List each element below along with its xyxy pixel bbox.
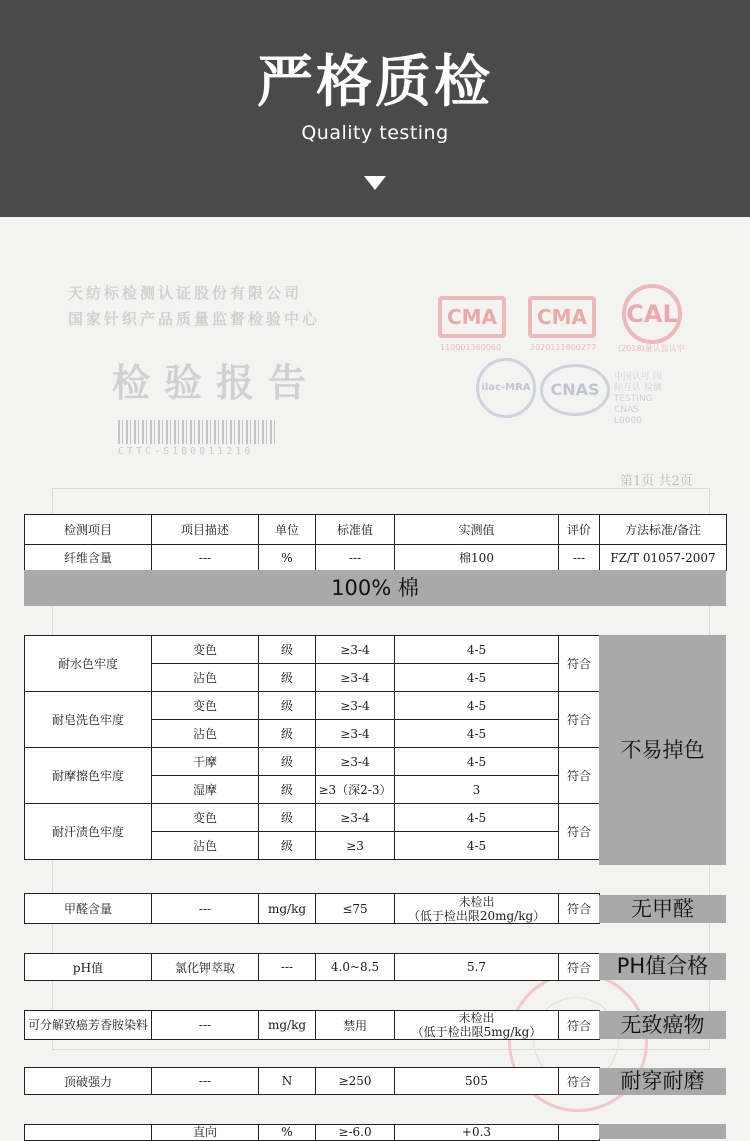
cell-eval: 符合 [559, 1011, 600, 1040]
cell-standard: ≥3-4 [316, 748, 395, 776]
amine-table [24, 1010, 600, 1040]
cell-standard: ≥250 [316, 1068, 395, 1095]
cell-eval: 符合 [559, 1068, 600, 1095]
table-row [25, 804, 600, 832]
cell-measured: 3 [395, 776, 559, 804]
barcode-icon [118, 420, 278, 444]
cell-measured [395, 894, 559, 924]
cell-unit: mg/kg [259, 894, 316, 924]
colorfastness-table [24, 635, 600, 860]
cell-eval: 符合 [559, 894, 600, 924]
cell-item: 耐皂洗色牢度 [25, 692, 152, 748]
amine-result-band: 无致癌物 [599, 1011, 726, 1039]
table-row [25, 1068, 600, 1095]
cell-eval: 符合 [559, 692, 600, 748]
shrinkage-table [24, 1124, 600, 1141]
formaldehyde-result-band: 无甲醛 [599, 895, 726, 923]
cell-standard: ≥3（深2-3） [316, 776, 395, 804]
cell-desc: 直向 [152, 1125, 259, 1141]
table-row [25, 1125, 600, 1141]
ph-table [24, 953, 600, 981]
cell-unit: 级 [259, 636, 316, 664]
table-row [25, 1011, 600, 1040]
cell-standard: ≥3-4 [316, 804, 395, 832]
header-table [24, 514, 727, 571]
cell-measured: 4-5 [395, 664, 559, 692]
cell-measured: 4-5 [395, 832, 559, 860]
table-row [25, 954, 600, 981]
cal-seal-icon: CAL [622, 284, 682, 344]
cell-unit: 级 [259, 692, 316, 720]
formaldehyde-table [24, 893, 600, 924]
cell-desc: 沾色 [152, 832, 259, 860]
report-org-name: 天纺标检测认证股份有限公司 [68, 284, 303, 302]
page-title: 严格质检 [257, 50, 493, 115]
cell-item: 耐汗渍色牢度 [25, 804, 152, 860]
cell-unit: --- [259, 954, 316, 981]
cell-standard: ≤75 [316, 894, 395, 924]
col-header-measured: 实测值 [395, 515, 559, 545]
cell-unit: 级 [259, 664, 316, 692]
cell-item: pH值 [25, 954, 152, 981]
colorfastness-result-band: 不易掉色 [599, 635, 726, 865]
cell-eval [559, 1125, 600, 1141]
cell-measured: +0.3 [395, 1125, 559, 1141]
cell-desc: 湿摩 [152, 776, 259, 804]
cell-unit: 级 [259, 748, 316, 776]
cell-unit: 级 [259, 804, 316, 832]
cell-standard: ≥3-4 [316, 692, 395, 720]
fiber-result-band: 100% 棉 [24, 570, 726, 606]
cell-unit: N [259, 1068, 316, 1095]
cell-item: 耐水色牢度 [25, 636, 152, 692]
cell-item: 可分解致癌芳香胺染料 [25, 1011, 152, 1040]
cell-desc: 变色 [152, 804, 259, 832]
cell-desc: 变色 [152, 692, 259, 720]
cell-desc: 氯化钾萃取 [152, 954, 259, 981]
cell-desc: 干摩 [152, 748, 259, 776]
cell-eval: --- [559, 545, 600, 571]
measured-line-1: 未检出 [458, 1011, 495, 1025]
cell-unit: mg/kg [259, 1011, 316, 1040]
table-row [25, 545, 727, 571]
ilac-mra-logo-icon: ilac-MRA [476, 358, 536, 418]
report-title: 检验报告 [112, 360, 321, 405]
cell-eval: 符合 [559, 804, 600, 860]
report-code: CTTC-S180011210 [118, 446, 254, 457]
col-header-desc: 项目描述 [152, 515, 259, 545]
cell-item: 甲醛含量 [25, 894, 152, 924]
cell-desc: --- [152, 1011, 259, 1040]
cell-measured: 4-5 [395, 720, 559, 748]
seal-caption: 2020111800277 [530, 343, 597, 352]
cell-eval: 符合 [559, 748, 600, 804]
cell-method: FZ/T 01057-2007 [600, 545, 727, 571]
header-banner [0, 0, 750, 217]
cell-measured: 5.7 [395, 954, 559, 981]
cnas-logo-icon: CNAS [540, 364, 610, 416]
ph-result-band: PH值合格 [599, 953, 726, 980]
cell-desc: --- [152, 894, 259, 924]
cell-standard: 禁用 [316, 1011, 395, 1040]
cell-standard: ≥3-4 [316, 636, 395, 664]
cell-measured: 棉100 [395, 545, 559, 571]
cell-desc: --- [152, 1068, 259, 1095]
measured-line-2: （低于检出限20mg/kg） [407, 908, 546, 923]
cell-unit: % [259, 545, 316, 571]
cell-measured: 4-5 [395, 748, 559, 776]
col-header-method: 方法标准/备注 [600, 515, 727, 545]
cell-standard: ≥3 [316, 832, 395, 860]
measured-line-2: （低于检出限5mg/kg） [411, 1025, 542, 1039]
cell-unit: 级 [259, 776, 316, 804]
down-arrow-icon [364, 176, 386, 190]
cell-standard: ≥3-4 [316, 664, 395, 692]
page-subtitle: Quality testing [301, 122, 449, 144]
cell-unit: 级 [259, 832, 316, 860]
cell-standard: 4.0~8.5 [316, 954, 395, 981]
table-row [25, 636, 600, 664]
cell-measured: 505 [395, 1068, 559, 1095]
cell-desc: 沾色 [152, 664, 259, 692]
col-header-unit: 单位 [259, 515, 316, 545]
cell-item [25, 1125, 152, 1141]
bursting-table [24, 1067, 600, 1095]
bursting-result-band: 耐穿耐磨 [599, 1068, 726, 1095]
col-header-item: 检测项目 [25, 515, 152, 545]
cell-eval: 符合 [559, 636, 600, 692]
report-page-info: 第1页 共2页 [620, 474, 693, 489]
table-row [25, 748, 600, 776]
cell-measured: 4-5 [395, 692, 559, 720]
cell-desc: 变色 [152, 636, 259, 664]
cma-seal-icon: CMA [528, 296, 596, 338]
col-header-standard: 标准值 [316, 515, 395, 545]
cnas-text: 中国认可 国际互认 检测 TESTING CNAS L0000 [614, 372, 662, 426]
shrinkage-result-band [599, 1124, 726, 1139]
cell-unit: % [259, 1125, 316, 1141]
cell-item: 纤维含量 [25, 545, 152, 571]
col-header-eval: 评价 [559, 515, 600, 545]
cell-measured: 4-5 [395, 804, 559, 832]
cell-standard: ≥3-4 [316, 720, 395, 748]
cell-measured [395, 1011, 559, 1040]
seal-caption: 110001360060 [440, 343, 502, 352]
cell-item: 耐摩擦色牢度 [25, 748, 152, 804]
table-row [25, 894, 600, 924]
report-center-name: 国家针织产品质量监督检验中心 [68, 310, 321, 328]
cma-seal-icon: CMA [438, 296, 506, 338]
measured-line-1: 未检出 [458, 894, 495, 909]
cell-unit: 级 [259, 720, 316, 748]
table-row [25, 692, 600, 720]
cell-standard: ≥-6.0 [316, 1125, 395, 1141]
cell-desc: --- [152, 545, 259, 571]
cell-desc: 沾色 [152, 720, 259, 748]
seal-caption: (2018)量认监认字 [618, 344, 685, 353]
cell-item: 顶破强力 [25, 1068, 152, 1095]
cell-eval: 符合 [559, 954, 600, 981]
cell-standard: --- [316, 545, 395, 571]
cell-measured: 4-5 [395, 636, 559, 664]
